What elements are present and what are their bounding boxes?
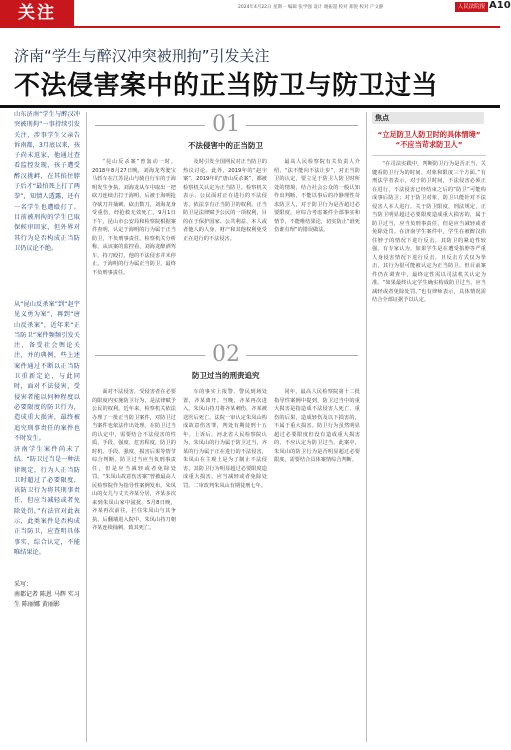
section-label: 关注 <box>0 0 74 26</box>
section-title: 防卫过当的刑责追究 <box>192 371 260 380</box>
page-number: A10 <box>489 0 511 11</box>
focus-title-line-2: “不应当苛求防卫人” <box>395 140 463 149</box>
focus-title <box>372 130 486 150</box>
article-body-column <box>92 158 176 338</box>
lead-paragraph-2: 从“昆山反杀案”到“赵宇见义勇为案”，再到“唐山反杀案”，近年来“正当防卫”案件频频引发关注，备受社会舆论关注，并的典例，些上述案件通过不断以正当防卫重新定论，与此同时，面对不法侵害，受侵害者能以何种程度以必要限度的防卫行为，造成重大损害，最终被追究刑事责任的案件也不时发生。 <box>14 301 80 442</box>
lead-column <box>14 110 80 570</box>
section-title: 不法侵害中的正当防卫 <box>188 141 263 150</box>
body-paragraph: “在司法实践中，判断防卫行为是否正当，关键看防卫行为的时间、对象和限度三个方面。”有刑法学者表示，对于防卫时间，不法侵害必须正在进行，不法侵害已经结束之后的“防卫”可能构成事后防卫；对于防卫对象，防卫只能针对不法侵害人本人进行。关于防卫限度，刑法规定，正当防卫明显超过必要限度造成重大损害的，属于防卫过当，应当负刑事责任，但是应当减轻或者免除处罚。在济南学生案件中，学生在被醉汉掐住脖子的情况下进行反击，其防卫的紧迫性较强。有专家认为，如果学生是在遭受掐脖等严重人身侵害情况下进行反击，且反击方式仅为拳击，其行为很可能被认定为正当防卫。但目前案件仍在调查中，最终定性需以司法机关认定为准。“如果最终认定学生确实构成防卫过当，应当减轻或者免除处罚。”也有律师表示，具体情况需结合全部证据予以认定。 <box>372 161 486 303</box>
article-body-column <box>183 388 267 740</box>
section-number: 01 <box>212 112 240 137</box>
lead-paragraph-3: 济南学生案件尚未了结。“防卫过当是一种法律规定，行为人正当防卫时超过了必要限度，该防卫行为将其刑事责任，但应当减轻或者免除处罚。”有法官对此表示，此类案件是否构成正当防卫，应查明具体事实，综合认定，不能唯结果论。 <box>14 446 80 556</box>
byline-names: 南都记者 陈恩 马辉 实习生 陈丽娜 黄丽影 <box>14 591 80 608</box>
newspaper-badge: 人民法院报 <box>455 2 488 12</box>
section-rule <box>95 355 205 356</box>
section-rule <box>246 355 358 356</box>
body-paragraph: 同年，最高人民检察院第十二批指导性案例中提到，防卫过当中的重大损害是指造成不法侵害人死亡、重伤的后果，造成轻伤及以下损害的，不属于重大损害。防卫行为虽然明显超过必要限度但没有造成重大损害的，不应认定为防卫过当。此案中，朱凤山的防卫行为是否明显超过必要限度，需要结合具体案情综合判断。 <box>274 389 360 463</box>
dateline: 2024年4月22日 星期一 编辑 张学强 设计 谢振超 校对 郑悦 校对 产文静 <box>238 5 384 10</box>
main-headline: 不法侵害案中的正当防卫与防卫过当 <box>14 71 439 101</box>
article-body-column <box>274 388 360 740</box>
article-body-column <box>183 158 267 338</box>
section-rule <box>95 125 205 126</box>
column-divider <box>86 112 87 742</box>
focus-divider <box>372 155 486 156</box>
column-divider <box>366 112 367 742</box>
body-paragraph: “昆山反杀案”曾轰动一时。2018年8月27日晚，刘海龙驾驶宝马轿车在江苏昆山与骑自行车的于海明发生争执。刘海龙从车中取出一把砍刀连续击打于海明，后被于海明抢夺砍刀并捅刺、砍击数刀，刘海龙身受重伤，经抢救无效死亡。9月1日下午，昆山市公安局和检察院根据案件查明，认定于海明的行为属于正当防卫，不负刑事责任。检察机关分析称，从该案的监控看，刘海龙醉酒驾车，持刀殴打，他的不法侵害并未停止，于海明的行为属正当防卫，最终不负刑事责任。 <box>92 159 176 276</box>
lead-paragraph-1: 山东济南“学生与醉汉冲突被刑拘”一事持续引发关注，涉事学生父亲告诉南都，3月底以来，孩子尚未返家，他通过查看监控发现，孩子遭受醉汉挑衅，在其掐住脖子后才“最怕死上打了两拳”，知情人透露，还有一名学生也遭殴打了。目前被刑拘的学生已取保候审回家，但外界对其行为是否构成正当防卫仍议论不绝。 <box>14 111 80 252</box>
body-paragraph: 车的事实上报警，警民到场处置，齐某离开。当晚，齐某再次进入，朱凤山持刀将齐某刺伤，齐某被送医后死亡。法院一审认定朱凤山构成故意伤害罪，判处有期徒刑十五年。上诉后，河北省人民检察院认为，朱凤山的行为属于防卫过当，齐某的行为属于正在进行的不法侵害，朱凤山在主观上是为了制止不法侵害，其防卫行为明显超过必要限度造成重大损害，应当减轻或者免除处罚。二审改判朱凤山有期徒刑七年。 <box>183 389 267 489</box>
focus-body-column <box>372 160 486 740</box>
body-paragraph: 面对不法侵害，受侵害者在必要的限度内实施防卫行为，是法律赋予公民的权利。近年来，检察机关依法办理了一批正当防卫案件，对防卫过当案件也依法作出处理。在防卫过当的认定中，需要结合不法侵害的性质、手段、强度、危害程度，防卫的时机、手段、强度、损害后果等情节综合判断。防卫过当应当负刑事责任，但是应当减轻或者免除处罚。“朱凤山故意伤害案”曾被最高人民检察院作为指导性案例发布。朱凤山的女儿与丈夫齐某分居，齐某多次来到朱凤山家中滋扰。5月8日晚，齐某再次前往，拦住朱凤山与其争执，后翻墙进入院中，朱凤山持刀朝齐某连续捅刺，致其死亡。 <box>92 389 176 531</box>
focus-tab: 焦点 <box>372 112 484 124</box>
section-rule <box>246 125 358 126</box>
body-paragraph: 最高人民检察院有关负责人介绍，“法不能向不法让步”，对正当防卫的认定，要立足于防卫人防卫时所处的情境，结合社会公众的一般认知作出判断，不能以事后的冷静理性苛求防卫人，对于防卫行为是否超过必要限度，应综合考虑案件全部事实和情节，不能唯结果论，切实防止“谁死伤谁有理”的错误做法。 <box>274 159 360 233</box>
headline-divider <box>0 105 500 108</box>
section-number: 02 <box>212 342 240 367</box>
focus-title-line-1: “立足防卫人防卫时的具体情境” <box>377 130 481 139</box>
header-divider <box>0 26 500 28</box>
kicker-headline: 济南“学生与醉汉冲突被刑拘”引发关注 <box>14 47 270 65</box>
byline-label: 采写： <box>14 581 33 588</box>
article-body-column <box>92 388 176 740</box>
article-body-column <box>274 158 360 338</box>
byline <box>14 580 80 610</box>
body-paragraph: 及时引发全国网民对正当防卫的热议讨论。此外，2019年的“赵宇案”，2019年的“唐山反杀案”，都被检察机关认定为正当防卫。检察机关表示，公民面对正在进行的不法侵害，依法享有正当防卫的权利。正当防卫是法律赋予公民的一项权利，目的在于保护国家、公共利益、本人或者他人的人身、财产和其他权利免受正在进行的不法侵害。 <box>183 159 267 242</box>
